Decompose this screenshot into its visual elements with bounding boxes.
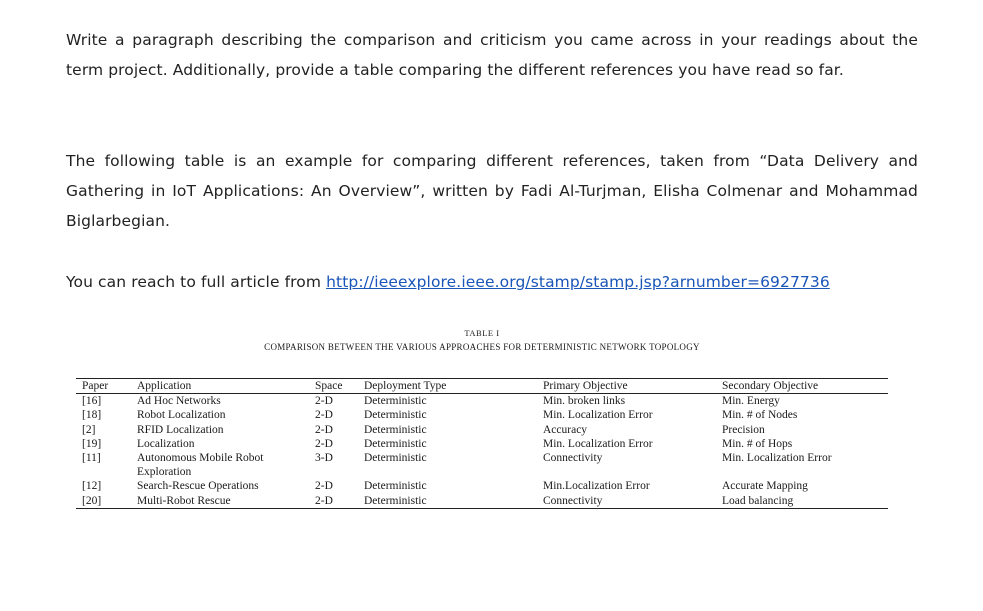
cell-primary-objective: Connectivity bbox=[543, 452, 603, 465]
comparison-table-figure bbox=[76, 328, 888, 509]
cell-deployment-type: Deterministic bbox=[364, 480, 427, 493]
header-paper: Paper bbox=[82, 380, 109, 392]
cell-application: Multi-Robot Rescue bbox=[137, 494, 231, 507]
header-application: Application bbox=[137, 380, 192, 392]
cell-space: 2-D bbox=[315, 423, 333, 436]
cell-paper: [20] bbox=[82, 494, 102, 507]
cell-deployment-type: Deterministic bbox=[364, 423, 427, 436]
cell-space: 3-D bbox=[315, 452, 333, 465]
cell-paper: [16] bbox=[82, 395, 102, 408]
cell-secondary-objective: Min. # of Hops bbox=[722, 437, 793, 450]
cell-primary-objective: Min.Localization Error bbox=[543, 480, 650, 493]
cell-secondary-objective: Min. # of Nodes bbox=[722, 409, 798, 422]
instruction-paragraph: Write a paragraph describing the comparison and criticism you came across in your readings about the term project. Additionally, provide a table comparing the different references you have read so far. bbox=[66, 31, 918, 79]
cell-application: Autonomous Mobile Robot Exploration bbox=[137, 452, 264, 479]
header-secondary-objective: Secondary Objective bbox=[722, 380, 819, 392]
cell-space: 2-D bbox=[315, 437, 333, 450]
cell-space: 2-D bbox=[315, 409, 333, 422]
cell-application: Robot Localization bbox=[137, 409, 226, 422]
cell-application: Localization bbox=[137, 437, 195, 450]
cell-deployment-type: Deterministic bbox=[364, 494, 427, 507]
cell-paper: [2] bbox=[82, 423, 96, 436]
cell-secondary-objective: Precision bbox=[722, 423, 765, 436]
header-deployment-type: Deployment Type bbox=[364, 380, 447, 392]
cell-primary-objective: Min. broken links bbox=[543, 395, 626, 408]
comparison-table bbox=[76, 378, 888, 509]
table-header-row bbox=[76, 379, 888, 394]
example-intro-paragraph: The following table is an example for comparing different references, taken from “Data Delivery and Gathering in IoT Applications: An Overview”, written by Fadi Al-Turjman, Elisha Colmenar and Mohammad Biglarbegian. bbox=[66, 152, 918, 230]
table-number: TABLE I bbox=[464, 328, 500, 338]
table-row bbox=[76, 423, 888, 437]
cell-secondary-objective: Load balancing bbox=[722, 494, 794, 507]
table-row bbox=[76, 394, 888, 409]
cell-paper: [11] bbox=[82, 452, 101, 465]
article-link[interactable]: http://ieeexplore.ieee.org/stamp/stamp.jsp?arnumber=6927736 bbox=[326, 273, 830, 291]
cell-deployment-type: Deterministic bbox=[364, 437, 427, 450]
table-title: COMPARISON BETWEEN THE VARIOUS APPROACHES FOR DETERMINISTIC NETWORK TOPOLOGY bbox=[264, 342, 700, 352]
table-row bbox=[76, 479, 888, 493]
cell-application: Search-Rescue Operations bbox=[137, 480, 259, 493]
table-row bbox=[76, 494, 888, 509]
cell-space: 2-D bbox=[315, 494, 333, 507]
article-link-paragraph bbox=[66, 267, 918, 297]
cell-deployment-type: Deterministic bbox=[364, 395, 427, 408]
cell-deployment-type: Deterministic bbox=[364, 452, 427, 465]
cell-primary-objective: Min. Localization Error bbox=[543, 437, 653, 450]
cell-paper: [18] bbox=[82, 409, 102, 422]
cell-paper: [12] bbox=[82, 480, 102, 493]
cell-application: Ad Hoc Networks bbox=[137, 395, 221, 408]
header-space: Space bbox=[315, 380, 343, 392]
cell-application: RFID Localization bbox=[137, 423, 224, 436]
cell-deployment-type: Deterministic bbox=[364, 409, 427, 422]
table-row bbox=[76, 437, 888, 451]
cell-secondary-objective: Min. Localization Error bbox=[722, 452, 832, 465]
cell-secondary-objective: Min. Energy bbox=[722, 395, 780, 408]
cell-paper: [19] bbox=[82, 437, 102, 450]
cell-primary-objective: Connectivity bbox=[543, 494, 603, 507]
cell-primary-objective: Accuracy bbox=[543, 423, 588, 436]
table-row bbox=[76, 408, 888, 422]
cell-space: 2-D bbox=[315, 395, 333, 408]
header-primary-objective: Primary Objective bbox=[543, 380, 628, 392]
table-row bbox=[76, 451, 888, 479]
cell-space: 2-D bbox=[315, 480, 333, 493]
cell-secondary-objective: Accurate Mapping bbox=[722, 480, 808, 493]
article-link-label: You can reach to full article from bbox=[66, 273, 327, 291]
cell-primary-objective: Min. Localization Error bbox=[543, 409, 653, 422]
